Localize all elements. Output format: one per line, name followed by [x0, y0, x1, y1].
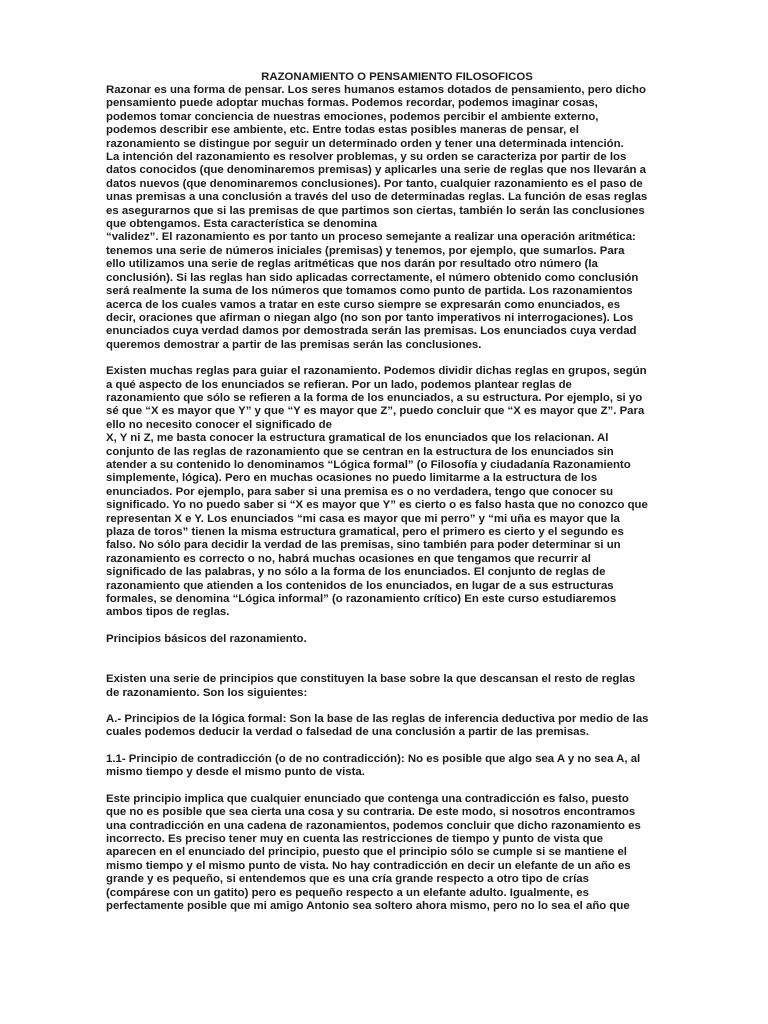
paragraph-contradiction-explanation: Este principio implica que cualquier enunciado que contenga una contradicción es falso, puesto que no es posible que sea cierta una cosa y su contraria. De este modo, si nosotros encontramos una contradicción en una cadena de razonamientos, podemos concluir que dicho razonamiento es incorrecto. Es preciso tener muy en cuenta las restricciones de tiempo y punto de vista que aparecen en el enunciado del principio, puesto que el principio sólo se cumple si se mantiene el mismo tiempo y el mismo punto de vista. No hay contradicción en decir un elefante de un año es grande y es pequeño, si entendemos que es una cría grande respecto a otro tipo de crías (compárese con un gatito) pero es pequeño respecto a un elefante adulto. Igualmente, es perfectamente posible que mi amigo Antonio sea soltero ahora mismo, pero no lo sea el año que: [106, 792, 641, 912]
paragraph-principles-intro: Existen una serie de principios que constituyen la base sobre la que descansan el resto de reglas de razonamiento. Son los siguientes:: [106, 673, 636, 699]
paragraph-formal-logic: A.- Principios de la lógica formal: Son la base de las reglas de inferencia deductiva por medio de las cuales podemos deducir la verdad o falsedad de una conclusión a partir de las premisas.: [106, 713, 649, 739]
document-body: [106, 70, 688, 913]
paragraph-contradiction-principle: 1.1- Principio de contradicción (o de no contradicción): No es posible que algo sea A y no sea A, al mismo tiempo y desde el mismo punto de vista.: [106, 752, 641, 779]
paragraph-rules: Existen muchas reglas para guiar el razonamiento. Podemos dividir dichas reglas en grupos, según a qué aspecto de los enunciados se refieran. Por un lado, podemos plantear reglas de razonamiento que sólo se refieren a la forma de los enunciados, a su estructura. Por ejemplo, si yo sé que “X es mayor que Y” y que “Y es mayor que Z”, puedo concluir que “X es mayor que Z”. Para ello no necesito conocer el significado de X, Y ni Z, me basta conocer la estructura gramatical de los enunciados que los relacionan. Al conjunto de las reglas de razonamiento que se centran en la estructura de los enunciados sin atender a su contenido lo denominamos “Lógica formal” (o Filosofía y ciudadanía Razonamiento simplemente, lógica). Pero en muchas ocasiones no puedo limitarme a la estructura de los enunciados. Por ejemplo, para saber si una premisa es o no verdadera, tengo que conocer su significado. Yo no puedo saber si “X es mayor que Y” es cierto o es falso hasta que no conozco que representan X e Y. Los enunciados “mi casa es mayor que mi perro” y “mi uña es mayor que la plaza de toros” tienen la misma estructura gramatical, pero el primero es cierto y el segundo es falso. No sólo para decidir la verdad de las premisas, sino también para poder determinar si un razonamiento es correcto o no, habrá muchas ocasiones en que tengamos que recurrir al significado de las palabras, y no sólo a la forma de los enunciados. El conjunto de reglas de razonamiento que atienden a los contenidos de los enunciados, en lugar de a sus estructuras formales, se denomina “Lógica informal” (o razonamiento crítico) En este curso estudiaremos ambos tipos de reglas.: [106, 365, 648, 619]
paragraph-intro: Razonar es una forma de pensar. Los seres humanos estamos dotados de pensamiento, pero dicho pensamiento puede adoptar muchas formas. Podemos recordar, podemos imaginar cosas, podemos tomar conciencia de nuestras emociones, podemos percibir el ambiente externo, podemos describir ese ambiente, etc. Entre todas estas posibles maneras de pensar, el razonamiento se distingue por seguir un determinado orden y tener una determinada intención. La intención del razonamiento es resolver problemas, y su orden se caracteriza por partir de los datos conocidos (que denominaremos premisas) y aplicarles una serie de reglas que nos llevarán a datos nuevos (que denominaremos conclusiones). Por tanto, cualquier razonamiento es el paso de unas premisas a una conclusión a través del uso de determinadas reglas. La función de esas reglas es asegurarnos que si las premisas de que partimos son ciertas, también lo serán las conclusiones que obtengamos. Esta característica se denomina “validez”. El razonamiento es por tanto un proceso semejante a realizar una operación aritmética: tenemos una serie de números iniciales (premisas) y tenemos, por ejemplo, que sumarlos. Para ello utilizamos una serie de reglas aritméticas que nos darán por resultado otro número (la conclusión). Si las reglas han sido aplicadas correctamente, el número obtenido como conclusión será realmente la suma de los números que tomamos como punto de partida. Los razonamientos acerca de los cuales vamos a tratar en este curso siempre se expresarán como enunciados, es decir, oraciones que afirman o niegan algo (no son por tanto imperativos ni interrogaciones). Los enunciados cuya verdad damos por demostrada serán las premisas. Los enunciados cuya verdad queremos demostrar a partir de las premisas serán las conclusiones.: [106, 84, 648, 351]
section-heading: Principios básicos del razonamiento.: [106, 632, 307, 645]
document-title: RAZONAMIENTO O PENSAMIENTO FILOSOFICOS: [261, 71, 533, 83]
